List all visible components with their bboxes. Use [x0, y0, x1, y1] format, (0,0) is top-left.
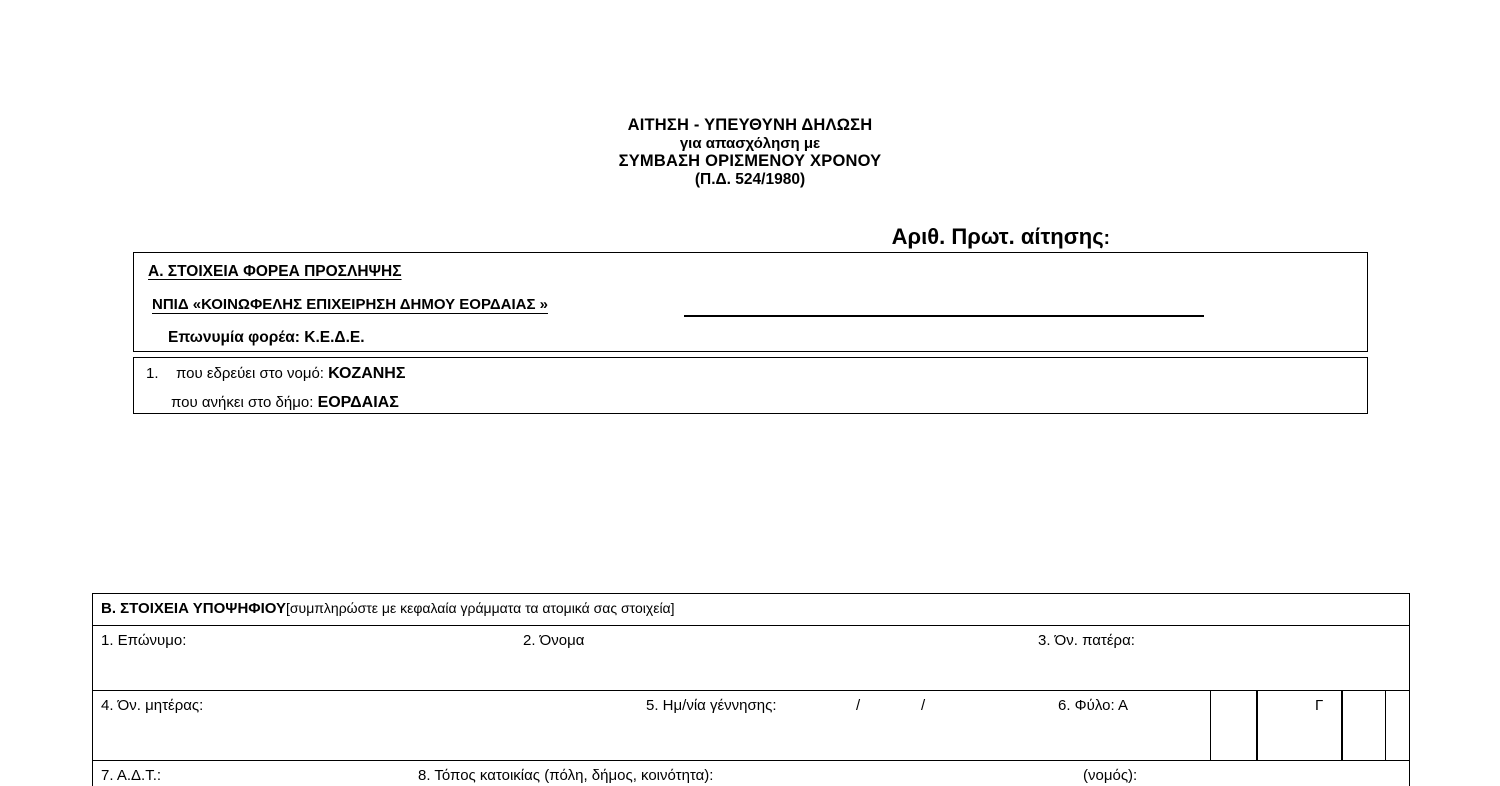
section-a-municipality-row	[171, 394, 399, 412]
section-a-brand-label: Επωνυμία φορέα:	[168, 329, 300, 346]
section-a-entity-fill-rule	[684, 315, 1204, 317]
section-a-municipality-label: που ανήκει στο δήμο:	[171, 394, 314, 411]
gender-cell-divider-2	[1341, 691, 1343, 760]
section-a-prefecture-label: που εδρεύει στο νομό:	[176, 365, 324, 382]
field-surname-label: 1. Επώνυμο:	[101, 632, 187, 649]
field-residence-label: 8. Τόπος κατοικίας (πόλη, δήμος, κοινότητα):	[418, 767, 714, 784]
section-a-prefecture-row	[176, 365, 405, 383]
protocol-number-label: Αριθ. Πρωτ. αίτησης	[891, 224, 1104, 249]
title-line-1: ΑΙΤΗΣΗ - ΥΠΕΥΘΥΝΗ ΔΗΛΩΣΗ	[627, 116, 873, 134]
section-b-row-id-residence	[93, 761, 1409, 786]
field-id-card-label: 7. Α.Δ.Τ.:	[101, 767, 162, 784]
field-mother-name-label: 4. Όν. μητέρας:	[101, 697, 204, 714]
gender-checkbox-female[interactable]	[1385, 691, 1386, 760]
section-b-heading-note: [συμπληρώστε με κεφαλαία γράμματα τα ατομικά σας στοιχεία]	[286, 600, 675, 616]
document-title-block	[0, 116, 1500, 189]
section-b-heading-title: Β. ΣΤΟΙΧΕΙΑ ΥΠΟΨΗΦΙΟΥ	[101, 600, 287, 617]
section-b-heading	[101, 600, 675, 617]
section-a-heading: Α. ΣΤΟΙΧΕΙΑ ΦΟΡΕΑ ΠΡΟΣΛΗΨΗΣ	[148, 263, 402, 280]
field-birth-date-label: 5. Ημ/νία γέννησης:	[646, 697, 777, 714]
field-birth-date-separator-2: /	[921, 697, 926, 714]
section-a-brand-row	[168, 329, 365, 347]
section-a-prefecture-value: ΚΟΖΑΝΗΣ	[328, 365, 406, 382]
field-prefecture-label: (νομός):	[1083, 767, 1138, 784]
section-a-municipality-value: ΕΟΡΔΑΙΑΣ	[317, 394, 399, 411]
field-father-name-label: 3. Όν. πατέρα:	[1038, 632, 1135, 649]
section-b-row-birth-gender	[93, 691, 1409, 761]
section-a-entity-name: ΝΠΙΔ «ΚΟΙΝΩΦΕΛΗΣ ΕΠΙΧΕΙΡΗΣΗ ΔΗΜΟΥ ΕΟΡΔΑΙΑΣ »	[152, 296, 548, 313]
gender-checkbox-male[interactable]	[1256, 691, 1258, 760]
section-a-entity-row	[152, 296, 1352, 318]
section-a-brand-value: Κ.Ε.Δ.Ε.	[304, 329, 365, 346]
protocol-number-colon: :	[1103, 228, 1110, 249]
section-b-heading-row	[93, 594, 1409, 626]
protocol-number-line	[0, 224, 1110, 250]
field-first-name-label: 2. Όνομα	[523, 632, 585, 649]
section-b-row-names	[93, 626, 1409, 691]
section-a-employer-box	[133, 252, 1368, 352]
field-birth-date-separator-1: /	[856, 697, 861, 714]
section-a-item-number: 1.	[146, 365, 159, 382]
field-gender-option-female-label: Γ	[1315, 697, 1324, 714]
field-gender-label: 6. Φύλο: Α	[1058, 697, 1128, 714]
title-line-2: για απασχόληση με	[679, 134, 821, 152]
section-a-location-box	[133, 357, 1368, 414]
gender-cell-divider-1	[1210, 691, 1211, 760]
title-line-4: (Π.Δ. 524/1980)	[694, 171, 806, 189]
section-b-candidate-table	[92, 593, 1410, 786]
title-line-3: ΣΥΜΒΑΣΗ ΟΡΙΣΜΕΝΟΥ ΧΡΟΝΟΥ	[618, 152, 882, 171]
